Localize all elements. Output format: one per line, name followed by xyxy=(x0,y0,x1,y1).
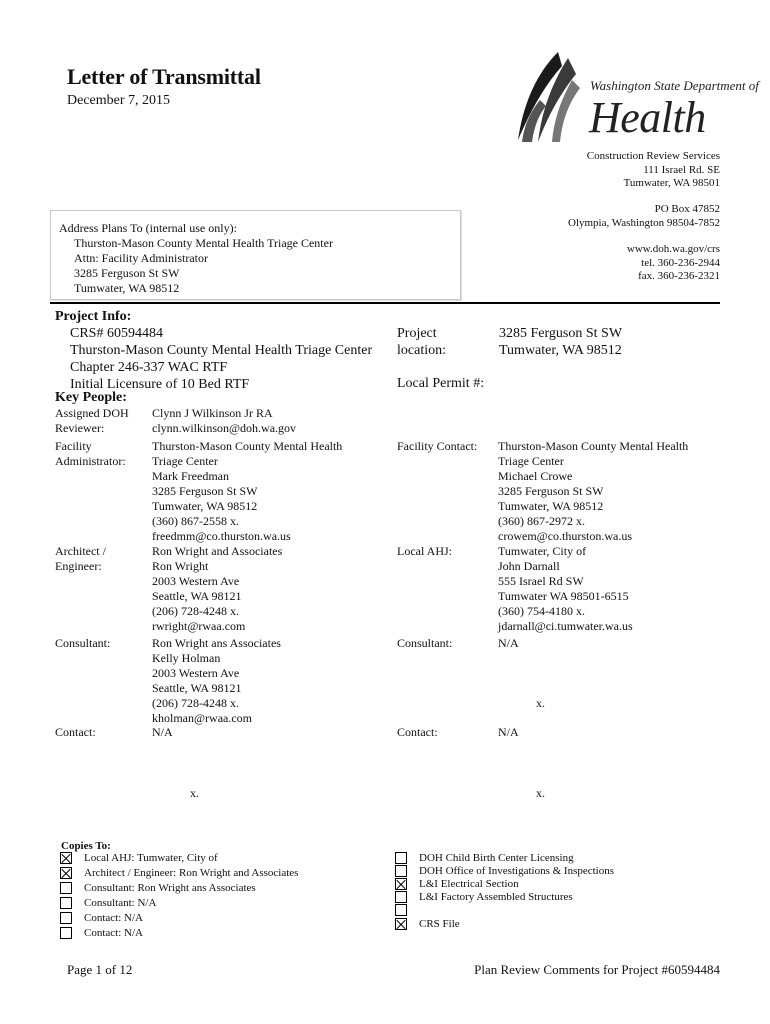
agency-name-big: Health xyxy=(589,93,706,142)
agency-division: Construction Review Services xyxy=(586,150,720,162)
address-line: Thurston-Mason County Mental Health Triage Center xyxy=(74,236,333,250)
architect-info: Ron Wright and Associates Ron Wright 2003 Western Ave Seattle, WA 98121 (206) 728-4248 x. rwright@rwaa.com xyxy=(152,544,283,633)
copy-item[interactable] xyxy=(60,927,143,939)
copy-item[interactable] xyxy=(395,918,460,930)
copy-item-label: Contact: N/A xyxy=(84,927,143,939)
agency-tel: tel. 360-236-2944 xyxy=(641,256,720,269)
doh-logo-mark-icon xyxy=(510,50,590,150)
local-permit-label: Local Permit #: xyxy=(397,376,485,391)
checkbox-icon[interactable] xyxy=(395,904,407,916)
copy-item-label: Contact: N/A xyxy=(84,912,143,924)
checkbox-checked-icon[interactable] xyxy=(395,878,407,890)
copy-item[interactable] xyxy=(395,852,574,864)
reviewer-label: Assigned DOH Reviewer: xyxy=(55,406,129,435)
checkbox-checked-icon[interactable] xyxy=(60,852,72,864)
footer-project-ref: Plan Review Comments for Project #60594484 xyxy=(474,962,720,977)
facility-contact-info: Thurston-Mason County Mental Health Triage Center Michael Crowe 3285 Ferguson St SW Tumwater, WA 98512 (360) 867-2972 x. crowem@co.thurston.wa.us xyxy=(498,439,689,543)
copy-item[interactable] xyxy=(60,852,218,864)
location-line: Tumwater, WA 98512 xyxy=(499,343,622,358)
copies-to-heading: Copies To: xyxy=(61,840,111,852)
consultant2-info: N/A xyxy=(498,636,519,650)
copy-item-label: Architect / Engineer: Ron Wright and Associates xyxy=(84,867,299,879)
copy-item[interactable] xyxy=(60,897,156,909)
ahj-info: Tumwater, City of John Darnall 555 Israel Rd SW Tumwater WA 98501-6515 (360) 754-4180 x. jdarnall@ci.tumwater.wa.us xyxy=(498,544,633,633)
copy-item[interactable] xyxy=(60,867,298,879)
copy-item[interactable] xyxy=(395,891,573,903)
key-people-heading: Key People: xyxy=(55,390,127,405)
checkbox-icon[interactable] xyxy=(395,852,407,864)
copy-item-label: DOH Child Birth Center Licensing xyxy=(419,852,574,864)
project-description: Initial Licensure of 10 Bed RTF xyxy=(70,377,250,392)
agency-po-city: Olympia, Washington 98504-7852 xyxy=(568,216,720,229)
copy-item-label: Consultant: N/A xyxy=(84,897,157,909)
doh-logo xyxy=(510,50,759,150)
address-line: 3285 Ferguson St SW xyxy=(74,266,180,280)
project-info-lines xyxy=(70,325,372,393)
agency-street: 111 Israel Rd. SE xyxy=(643,163,720,176)
copy-item[interactable] xyxy=(395,878,519,890)
address-line: Attn: Facility Administrator xyxy=(74,251,208,265)
contact2-info: N/A xyxy=(498,725,519,739)
reviewer-info: Clynn J Wilkinson Jr RA clynn.wilkinson@doh.wa.gov xyxy=(152,406,297,435)
facility-admin-label: Facility Administrator: xyxy=(55,439,126,468)
checkbox-icon[interactable] xyxy=(60,912,72,924)
checkbox-icon[interactable] xyxy=(60,897,72,909)
checkbox-icon[interactable] xyxy=(60,882,72,894)
agency-name-small: Washington State Department of xyxy=(590,78,759,93)
copy-item[interactable] xyxy=(60,882,256,894)
header-divider xyxy=(50,302,720,304)
page-number: Page 1 of 12 xyxy=(67,962,133,977)
address-line: Tumwater, WA 98512 xyxy=(74,281,180,295)
contact2-label: Contact: xyxy=(397,725,438,739)
agency-po xyxy=(568,203,720,230)
consultant-info: Ron Wright ans Associates Kelly Holman 2003 Western Ave Seattle, WA 98121 (206) 728-4248 x. kholman@rwaa.com xyxy=(152,636,281,725)
checkbox-icon[interactable] xyxy=(60,927,72,939)
facility-admin-info: Thurston-Mason County Mental Health Triage Center Mark Freedman 3285 Ferguson St SW Tumwater, WA 98512 (360) 867-2558 x. freedmm@co.thurston.wa.us xyxy=(152,439,343,543)
contact-ext: x. xyxy=(190,786,199,800)
location-line: 3285 Ferguson St SW xyxy=(499,326,623,341)
copy-item-label: L&I Electrical Section xyxy=(419,878,519,890)
project-name: Thurston-Mason County Mental Health Triage Center xyxy=(70,343,373,358)
copy-item-label: CRS File xyxy=(419,918,460,930)
copy-item[interactable] xyxy=(395,865,614,877)
agency-city: Tumwater, WA 98501 xyxy=(623,177,720,189)
copy-item-label: Local AHJ: Tumwater, City of xyxy=(84,852,218,864)
architect-label: Architect / Engineer: xyxy=(55,544,106,573)
project-location-label xyxy=(397,325,446,359)
location-label-line: location: xyxy=(397,343,446,358)
project-crs: CRS# 60594484 xyxy=(70,326,163,341)
copy-item[interactable] xyxy=(395,904,419,916)
agency-web: www.doh.wa.gov/crs xyxy=(626,243,720,255)
copy-item[interactable] xyxy=(60,912,143,924)
agency-fax: fax. 360-236-2321 xyxy=(638,270,720,282)
document-title: Letter of Transmittal xyxy=(67,64,261,89)
contact2-ext: x. xyxy=(536,786,545,800)
consultant2-ext: x. xyxy=(536,696,545,710)
copy-item-label: DOH Office of Investigations & Inspections xyxy=(419,865,615,877)
checkbox-icon[interactable] xyxy=(395,891,407,903)
checkbox-icon[interactable] xyxy=(395,865,407,877)
consultant-label: Consultant: xyxy=(55,636,111,650)
contact-info: N/A xyxy=(152,725,173,739)
address-plans-heading: Address Plans To (internal use only): xyxy=(59,221,237,235)
agency-contact xyxy=(627,243,720,284)
facility-contact-label: Facility Contact: xyxy=(397,439,478,453)
consultant2-label: Consultant: xyxy=(397,636,453,650)
agency-po-box: PO Box 47852 xyxy=(654,203,720,215)
project-info-heading: Project Info: xyxy=(55,309,132,324)
agency-address xyxy=(587,150,720,191)
project-location xyxy=(499,325,622,359)
checkbox-checked-icon[interactable] xyxy=(395,918,407,930)
copy-item-label: L&I Factory Assembled Structures xyxy=(419,891,573,903)
contact-label: Contact: xyxy=(55,725,96,739)
checkbox-checked-icon[interactable] xyxy=(60,867,72,879)
document-date: December 7, 2015 xyxy=(67,93,171,108)
copy-item-label: Consultant: Ron Wright ans Associates xyxy=(84,882,256,894)
ahj-label: Local AHJ: xyxy=(397,544,452,558)
address-plans-box xyxy=(50,210,461,300)
location-label-line: Project xyxy=(397,326,437,341)
project-chapter: Chapter 246-337 WAC RTF xyxy=(70,360,228,375)
